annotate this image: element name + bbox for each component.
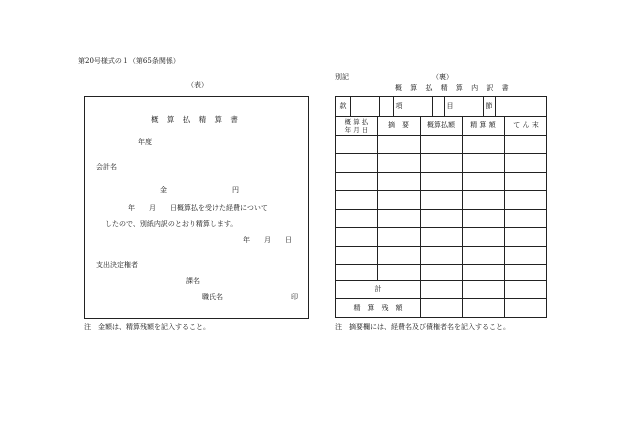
form-number: 第20号様式の１（第65条関係） bbox=[78, 57, 180, 65]
header-advance-date-line2: 年 月 日 bbox=[344, 125, 369, 134]
body-line-1: 年 月 日概算払を受けた経費について bbox=[128, 204, 268, 212]
fiscal-year-label: 年度 bbox=[138, 138, 152, 146]
header-summary: 摘 要 bbox=[388, 121, 409, 129]
authority-label: 支出決定権者 bbox=[96, 261, 138, 269]
back-title: 概 算 払 精 算 内 訳 書 bbox=[395, 84, 512, 92]
header-advance-date bbox=[336, 116, 377, 135]
header-advance-amount: 概算払額 bbox=[427, 121, 455, 129]
front-title: 概 算 払 精 算 書 bbox=[151, 115, 241, 124]
seal-mark: 印 bbox=[291, 293, 298, 301]
setsu-label: 節 bbox=[485, 102, 493, 110]
section-name-label: 課名 bbox=[186, 277, 200, 285]
back-side-label: （裏） bbox=[432, 73, 453, 81]
date-line: 年 月 日 bbox=[243, 236, 292, 244]
account-name-label: 会計名 bbox=[96, 163, 117, 171]
header-settled-amount: 精 算 額 bbox=[470, 121, 496, 129]
balance-label: 精 算 残 額 bbox=[353, 303, 403, 312]
back-note: 注 摘要欄には、経費名及び債権者名を記入すること。 bbox=[335, 323, 510, 331]
amount-yen-label: 円 bbox=[232, 186, 239, 194]
amount-kin-label: 金 bbox=[160, 186, 167, 194]
front-note: 注 金額は、精算残額を記入すること。 bbox=[84, 323, 210, 331]
header-advance-date-line1: 概 算 払 bbox=[344, 117, 369, 126]
kou-label: 項 bbox=[395, 102, 403, 110]
appendix-label: 別記 bbox=[335, 73, 349, 81]
kan-label: 款 bbox=[339, 102, 347, 110]
header-details: て ん 末 bbox=[513, 121, 539, 129]
body-line-2: したので、別紙内訳のとおり精算します。 bbox=[105, 220, 238, 228]
settlement-form-front bbox=[84, 96, 309, 319]
front-side-label: （表） bbox=[187, 81, 208, 89]
settlement-breakdown-table bbox=[335, 96, 547, 318]
official-name-label: 職氏名 bbox=[202, 293, 223, 301]
total-label: 計 bbox=[374, 284, 382, 293]
moku-label: 目 bbox=[446, 102, 454, 110]
